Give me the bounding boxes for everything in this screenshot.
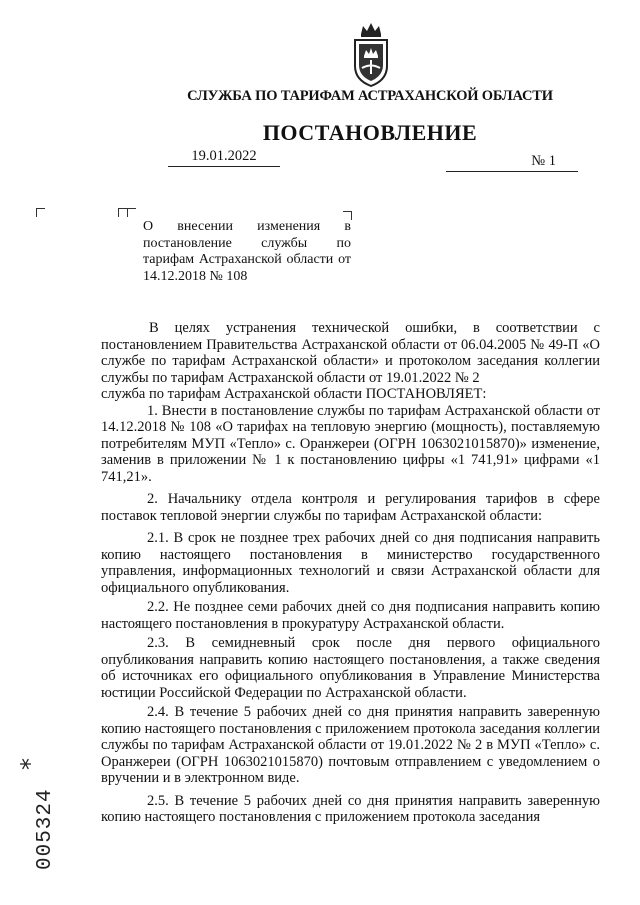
item-2-4: 2.4. В течение 5 рабочих дней со дня принятия направить заверенную копию настоящего постановления с приложением протокола заседания коллегии службы по тарифам Астраханской области от 19.01.2022 № 2 в МУП «Тепло» с. Оранжереи (ОГРН 1063021015870) почтовым отправлением с уведомлением о вручении и в электронном виде. bbox=[101, 704, 600, 786]
corner-mark bbox=[36, 208, 45, 217]
item-2-3: 2.3. В семидневный срок после дня первого официального опубликования направить копию настоящего постановления, а также сведения об источниках его официального опубликования в Управление Министерства юстиции Российской Федерации по Астраханской области. bbox=[101, 635, 600, 701]
preamble-paragraph: В целях устранения технической ошибки, в соответствии с постановлением Правительства Астраханской области от 06.04.2005 № 49-П «О службе по тарифам Астраханской области» и протоколом заседания коллегии службы по тарифам Астраханской области от 19.01.2022 № 2 bbox=[101, 320, 600, 386]
document-body bbox=[101, 320, 600, 826]
item-2: 2. Начальнику отдела контроля и регулирования тарифов в сфере поставок тепловой энергии службы по тарифам Астраханской области: bbox=[101, 491, 600, 524]
coat-of-arms-icon bbox=[349, 20, 393, 90]
document-type: ПОСТАНОВЛЕНИЕ bbox=[262, 120, 478, 145]
document-number: № 1 bbox=[446, 151, 578, 172]
corner-mark bbox=[127, 208, 136, 217]
organization-name: СЛУЖБА ПО ТАРИФАМ АСТРАХАНСКОЙ ОБЛАСТИ bbox=[187, 88, 553, 104]
item-1: 1. Внести в постановление службы по тарифам Астраханской области от 14.12.2018 № 108 «О тарифах на тепловую энергию (мощность), поставляемую потребителям МУП «Тепло» с. Оранжереи (ОГРН 1063021015870)» изменение, заменив в приложении № 1 к постановлению цифры «1 741,91» цифрами «1 741,21». bbox=[101, 402, 600, 485]
margin-star-mark: * bbox=[16, 758, 44, 770]
item-2-1: 2.1. В срок не позднее трех рабочих дней со дня подписания направить копию настоящего постановления в министерство государственного управления, информационных технологий и связи Астраханской области для официального опубликования. bbox=[101, 530, 600, 596]
item-2-5: 2.5. В течение 5 рабочих дней со дня принятия направить заверенную копию настоящего постановления с приложением протокола заседания bbox=[101, 792, 600, 825]
resolution-statement: служба по тарифам Астраханской области ПОСТАНОВЛЯЕТ: bbox=[101, 386, 487, 402]
document-date: 19.01.2022 bbox=[168, 146, 280, 167]
item-2-2: 2.2. Не позднее семи рабочих дней со дня подписания направить копию настоящего постановления в прокуратуру Астраханской области. bbox=[101, 599, 600, 632]
document-subject: О внесении изменения в постановление службы по тарифам Астраханской области от 14.12.2018 № 108 bbox=[143, 219, 351, 284]
corner-mark bbox=[118, 208, 127, 217]
margin-serial-number: 005324 bbox=[34, 788, 57, 870]
